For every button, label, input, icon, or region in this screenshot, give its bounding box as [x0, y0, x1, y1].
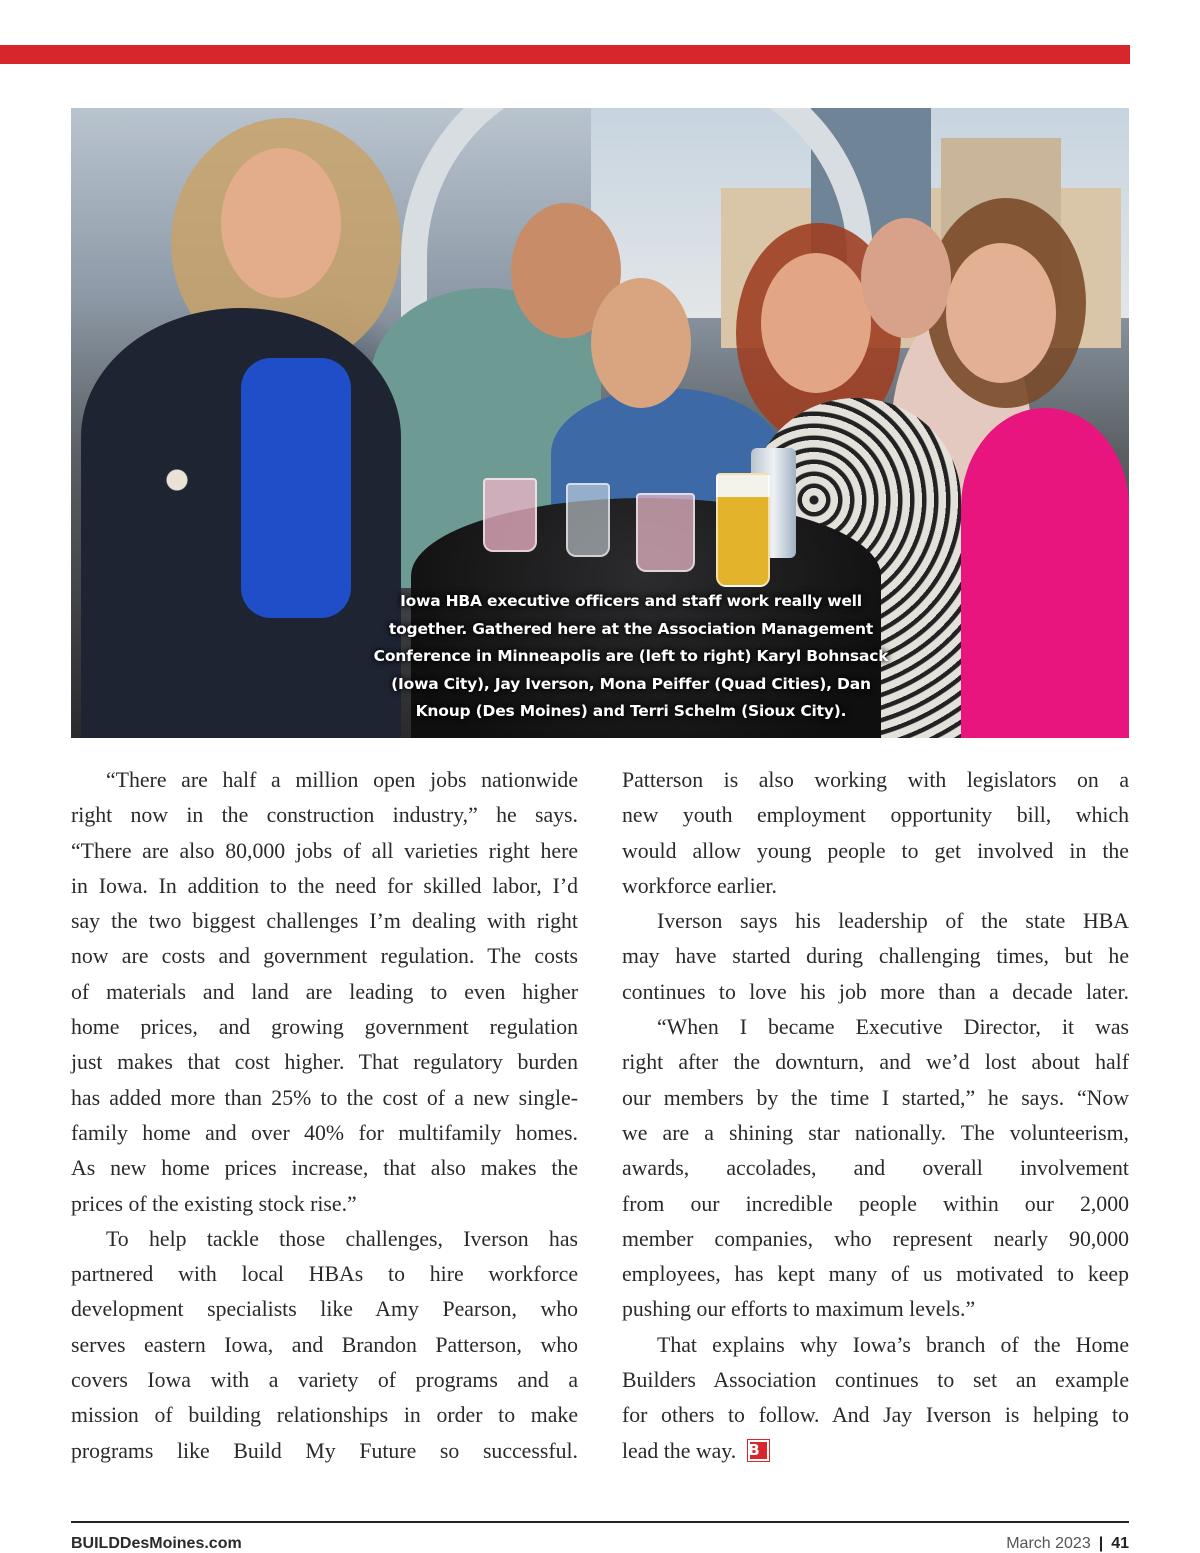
article-line: home prices, and growing government regulation [71, 1015, 578, 1040]
caption-line: Iowa HBA executive officers and staff work really well [400, 592, 862, 610]
article-line: covers Iowa with a variety of programs and a [71, 1368, 578, 1393]
article-line: right after the downturn, and we’d lost about half [622, 1050, 1129, 1075]
footer-site: BUILDDesMoines.com [71, 1535, 242, 1552]
article-line: from our incredible people within our 2,000 [622, 1191, 1129, 1216]
footer-rule [71, 1521, 1129, 1523]
article-line: Iverson says his leadership of the state HBA [657, 909, 1129, 934]
article-line: would allow young people to get involved in the [622, 838, 1129, 863]
article-line: in Iowa. In addition to the need for skilled labor, I’d [71, 873, 578, 898]
photo-glass [636, 493, 695, 572]
photo-face [861, 218, 951, 338]
photo-caption [371, 588, 891, 726]
article-column-left [71, 763, 578, 1469]
article-line: Builders Association continues to set an example [622, 1368, 1129, 1393]
article-line: prices of the existing stock rise.” [71, 1191, 357, 1216]
article-column-right [622, 763, 1129, 1469]
caption-line: Conference in Minneapolis are (left to right) Karyl Bohnsack [373, 647, 889, 665]
caption-line: Knoup (Des Moines) and Terri Schelm (Sioux City). [415, 702, 847, 720]
article-line: “There are half a million open jobs nationwide [106, 768, 578, 792]
article-line: member companies, who represent nearly 90,000 [622, 1226, 1129, 1251]
article-line: new youth employment opportunity bill, which [622, 803, 1129, 828]
photo-face [761, 253, 871, 393]
photo-glass [716, 473, 770, 587]
photo-glass [483, 478, 537, 552]
photo-person [961, 408, 1129, 738]
article-line: our members by the time I started,” he says. “Now [622, 1085, 1129, 1110]
article-line: pushing our efforts to maximum levels.” [622, 1297, 976, 1322]
photo-face [946, 243, 1056, 383]
article-line: That explains why Iowa’s branch of the Home [657, 1332, 1129, 1357]
footer-date: March 2023 [1006, 1535, 1091, 1552]
article-line: partnered with local HBAs to hire workforce [71, 1262, 578, 1287]
article-line: family home and over 40% for multifamily homes. [71, 1120, 578, 1145]
article-line: “When I became Executive Director, it was [657, 1015, 1129, 1040]
article-line: awards, accolades, and overall involvement [622, 1156, 1129, 1181]
article-line: Patterson is also working with legislators on a [622, 768, 1129, 792]
photo-face [221, 148, 341, 298]
caption-line: together. Gathered here at the Association Management [388, 619, 874, 638]
article-line: serves eastern Iowa, and Brandon Patterson, who [71, 1332, 578, 1357]
article-line: continues to love his job more than a decade later. [622, 979, 1129, 1004]
article-line: To help tackle those challenges, Iverson has [106, 1226, 578, 1251]
article-line-final [622, 1434, 1129, 1469]
article-line: programs like Build My Future so successful. [71, 1438, 578, 1463]
article-line: “There are also 80,000 jobs of all varieties right here [71, 838, 578, 863]
article-line: of materials and land are leading to even higher [71, 979, 578, 1004]
article-line: As new home prices increase, that also makes the [71, 1156, 578, 1181]
article-line: say the two biggest challenges I’m dealing with right [71, 909, 578, 934]
article-final-text: lead the way. [622, 1438, 737, 1463]
article-line: for others to follow. And Jay Iverson is helping to [622, 1403, 1129, 1428]
page-number: 41 [1111, 1535, 1129, 1552]
article-line: may have started during challenging times, but he [622, 944, 1129, 969]
footer-meta [1006, 1535, 1129, 1553]
photo-person-shirt [241, 358, 351, 618]
photo-face [591, 278, 691, 408]
end-mark-icon: B [748, 1440, 769, 1461]
article-line: employees, has kept many of us motivated to keep [622, 1262, 1129, 1287]
article-line: we are a shining star nationally. The volunteerism, [622, 1120, 1129, 1145]
article-line: mission of building relationships in order to make [71, 1403, 578, 1428]
caption-line: (Iowa City), Jay Iverson, Mona Peiffer (Quad Cities), Dan [391, 674, 871, 693]
article-line: right now in the construction industry,” he says. [71, 803, 578, 828]
top-accent-bar [0, 45, 1130, 64]
article-line: now are costs and government regulation. The costs [71, 944, 578, 969]
group-photo [71, 108, 1129, 738]
photo-glass [566, 483, 610, 557]
article-line: has added more than 25% to the cost of a new single- [71, 1085, 578, 1110]
article-line: workforce earlier. [622, 873, 777, 898]
footer-separator: | [1098, 1535, 1104, 1552]
article-line: just makes that cost higher. That regulatory burden [71, 1050, 578, 1075]
article-line: development specialists like Amy Pearson, who [71, 1297, 578, 1322]
